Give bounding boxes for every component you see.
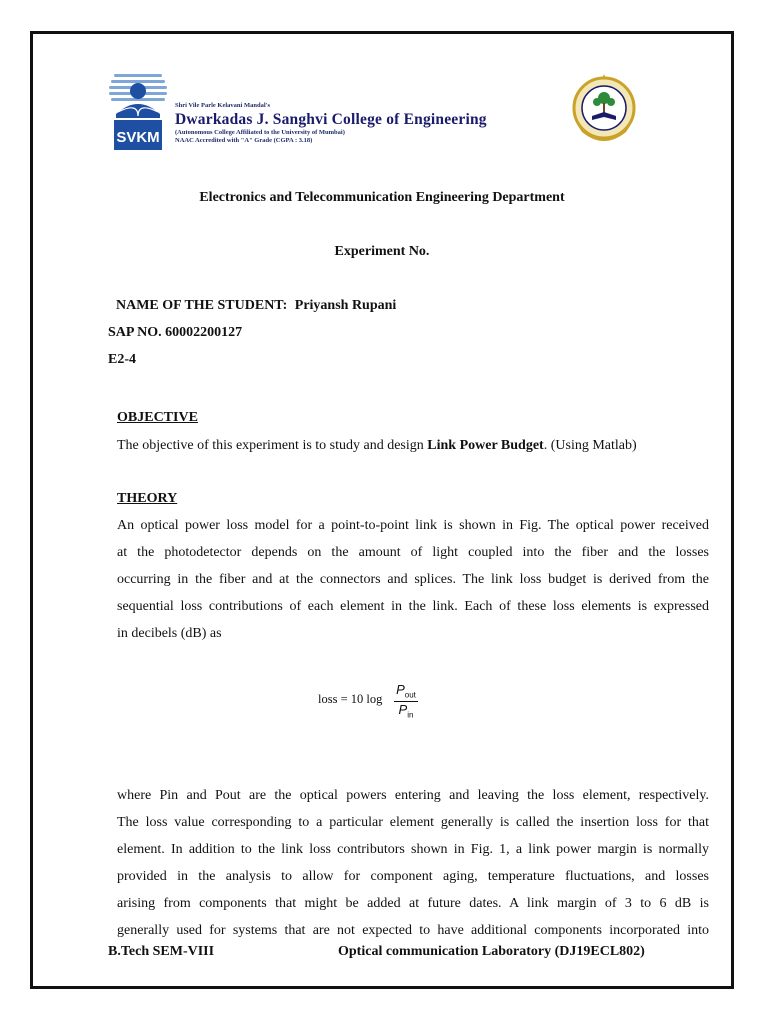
college-affiliation: (Autonomous College Affiliated to the University of Mumbai) <box>175 129 345 136</box>
formula-num-sub: out <box>404 690 416 700</box>
svkm-logo-text: SVKM <box>116 129 160 146</box>
formula-fraction <box>396 682 416 719</box>
college-name: Dwarkadas J. Sanghvi College of Engineering <box>175 111 487 128</box>
theory-line: An optical power loss model for a point-to-point link is shown in Fig. The optical power received <box>117 518 709 533</box>
department-title: Electronics and Telecommunication Engineering Department <box>199 190 565 205</box>
continuation-line: provided in the analysis to allow for component aging, temperature fluctuations, and losses <box>117 869 709 884</box>
continuation-line: generally used for systems that are not expected to have additional components incorporated into <box>117 923 709 938</box>
continuation-line: arising from components that might be added at future dates. A link margin of 3 to 6 dB is <box>117 896 709 911</box>
theory-paragraph <box>117 512 709 647</box>
student-name-value: Priyansh Rupani <box>294 298 397 313</box>
footer-left: B.Tech SEM-VIII <box>108 944 215 959</box>
naac-accreditation: NAAC Accredited with "A" Grade (CGPA : 3.18) <box>175 137 313 144</box>
sap-number: SAP NO. 60002200127 <box>108 325 243 340</box>
batch: E2-4 <box>108 352 136 367</box>
formula-num: P <box>396 682 405 697</box>
objective-heading: OBJECTIVE <box>117 410 198 425</box>
theory-line: in decibels (dB) as <box>117 626 222 641</box>
formula-lhs: loss = 10 log <box>318 692 383 706</box>
formula-den: P <box>398 701 408 717</box>
formula-den-sub: in <box>407 710 414 720</box>
theory-line: sequential loss contributions of each element in the link. Each of these loss elements is expressed <box>117 599 709 614</box>
objective-text-a: The objective of this experiment is to study and design <box>117 438 428 453</box>
trust-name: Shri Vile Parle Kelavani Mandal's <box>175 102 270 109</box>
continuation-line: The loss value corresponding to a particular element generally is called the insertion loss for that <box>117 815 709 830</box>
objective-text-bold: Link Power Budget <box>427 438 544 453</box>
college-crest <box>570 70 638 150</box>
objective-text <box>117 438 637 454</box>
experiment-number: Experiment No. <box>334 244 430 259</box>
objective-text-b: . (Using Matlab) <box>543 438 637 453</box>
continuation-line: element. In addition to the link loss contributors shown in Fig. 1, a link power margin is normally <box>117 842 709 857</box>
svkm-logo <box>108 72 168 152</box>
college-header <box>175 102 487 145</box>
student-name-label: NAME OF THE STUDENT: <box>116 298 288 313</box>
student-name-line <box>116 298 396 314</box>
theory-heading: THEORY <box>117 491 178 506</box>
theory-line: occurring in the fiber and at the connectors and splices. The link loss budget is derived from the <box>117 572 709 587</box>
theory-line: at the photodetector depends on the amount of light coupled into the fiber and the losses <box>117 545 709 560</box>
footer-right: Optical communication Laboratory (DJ19ECL802) <box>338 944 645 959</box>
continuation-line: where Pin and Pout are the optical powers entering and leaving the loss element, respectively. <box>117 788 709 803</box>
continuation-paragraph <box>117 782 709 944</box>
